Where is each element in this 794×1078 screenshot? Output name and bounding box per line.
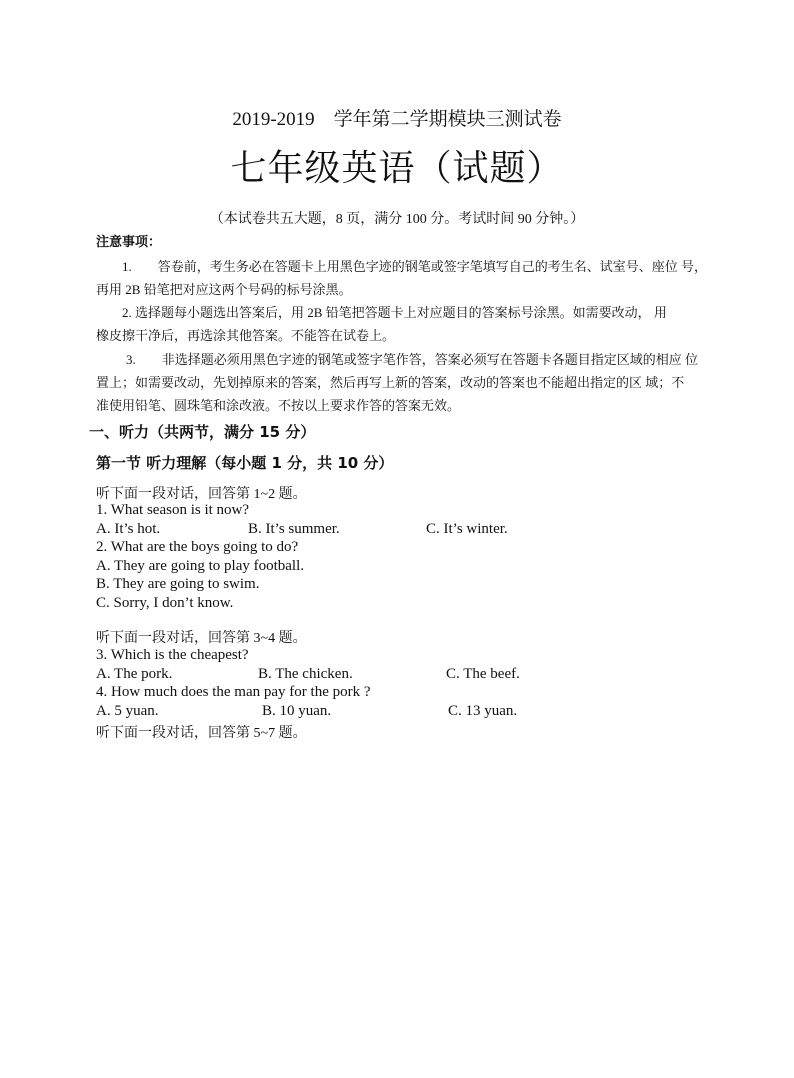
notice-line: 2. 选择题每小题选出答案后，用 2B 铅笔把答题卡上对应题目的答案标号涂黑。如需要改动， 用	[122, 305, 667, 320]
notice-line: 1. 答卷前，考生务必在答题卡上用黑色字迹的钢笔或签字笔填写自己的考生名、试室号、座位 号，	[122, 259, 708, 274]
option-c: C. 13 yuan.	[448, 703, 518, 719]
option-b: B. They are going to swim.	[96, 576, 260, 592]
notice-title: 注意事项：	[96, 235, 162, 250]
option-a: A. They are going to play football.	[96, 558, 305, 574]
notice-line: 置上；如需要改动，先划掉原来的答案，然后再写上新的答案，改动的答案也不能超出指定的区 域；不	[96, 375, 685, 390]
option-a: A. The pork.	[96, 666, 173, 682]
notice-line: 3. 非选择题必须用黑色字迹的钢笔或签字笔作答，答案必须写在答题卡各题目指定区域的相应 位	[126, 352, 699, 367]
option-c: C. The beef.	[446, 666, 520, 682]
option-a: A. 5 yuan.	[96, 703, 159, 719]
option-a: A. It’s hot.	[96, 521, 161, 537]
notice-line: 再用 2B 铅笔把对应这两个号码的标号涂黑。	[96, 282, 352, 297]
exam-subtitle: 2019-2019 学年第二学期模块三测试卷	[232, 109, 562, 130]
option-b: B. It’s summer.	[248, 521, 340, 537]
option-b: B. The chicken.	[258, 666, 353, 682]
question-stem: 1. What season is it now?	[96, 502, 250, 518]
option-c: C. It’s winter.	[426, 521, 508, 537]
exam-info: （本试卷共五大题，8 页，满分 100 分。考试时间 90 分钟。）	[209, 212, 585, 227]
notice-line: 准使用铅笔、圆珠笔和涂改液。不按以上要求作答的答案无效。	[96, 398, 461, 413]
exam-title: 七年级英语（试题）	[230, 148, 564, 188]
part1-heading: 一、听力（共两节，满分 15 分）	[89, 423, 316, 441]
listening-intro: 听下面一段对话，回答第 5~7 题。	[96, 726, 307, 741]
question-stem: 2. What are the boys going to do?	[96, 539, 299, 555]
listening-intro: 听下面一段对话，回答第 3~4 题。	[96, 631, 307, 646]
listening-intro: 听下面一段对话，回答第 1~2 题。	[96, 487, 307, 502]
option-b: B. 10 yuan.	[262, 703, 332, 719]
question-stem: 4. How much does the man pay for the pork ?	[96, 684, 371, 700]
notice-line: 橡皮擦干净后，再选涂其他答案。不能答在试卷上。	[96, 328, 396, 343]
option-c: C. Sorry, I don’t know.	[96, 595, 234, 611]
section1-heading: 第一节 听力理解（每小题 1 分，共 10 分）	[96, 454, 394, 472]
question-stem: 3. Which is the cheapest?	[96, 647, 249, 663]
